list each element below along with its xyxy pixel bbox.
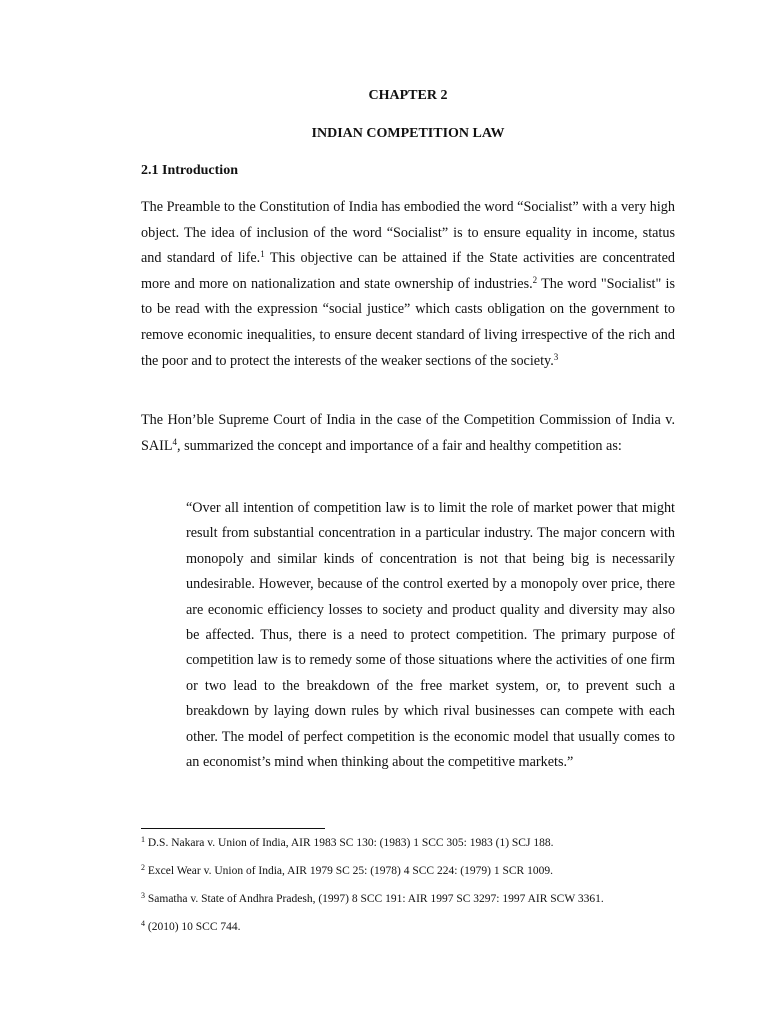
footnote-1 <box>141 836 701 850</box>
footnote-text: Samatha v. State of Andhra Pradesh, (1997) 8 SCC 191: AIR 1997 SC 3297: 1997 AIR SCW 3361. <box>145 893 604 905</box>
chapter-number: CHAPTER 2 <box>368 88 448 103</box>
footnote-text: D.S. Nakara v. Union of India, AIR 1983 SC 130: (1983) 1 SCC 305: 1983 (1) SCJ 188. <box>145 837 554 849</box>
paragraph-text: The Hon’ble Supreme Court of India in the case of the Competition Commission of India v. SAIL <box>141 412 675 454</box>
footnote-ref-1[interactable]: 1 <box>260 249 265 260</box>
footnote-number: 1 <box>141 835 145 844</box>
footnote-ref-3[interactable]: 3 <box>553 351 559 362</box>
court-paragraph <box>141 408 675 459</box>
chapter-title: INDIAN COMPETITION LAW <box>311 126 505 141</box>
footnote-number: 4 <box>141 919 145 928</box>
footnote-2 <box>141 864 701 878</box>
paragraph-text: , summarized the concept and importance of a fair and healthy competition as: <box>177 437 622 454</box>
footnote-text: (2010) 10 SCC 744. <box>145 921 241 933</box>
section-heading: 2.1 Introduction <box>141 163 238 178</box>
block-quote: “Over all intention of competition law is to limit the role of market power that might result from substantial concentration in a particular industry. The major concern with monopoly and similar kinds of concentration is not that being big is necessarily undesirable. However, because of the control exerted by a monopoly over price, there are economic efficiency losses to society and product quality and diversity may also be affected. Thus, there is a need to protect competition. The primary purpose of competition law is to remedy some of those situations where the activities of one firm or two lead to the breakdown of the free market system, or, to prevent such a breakdown by laying down rules by which rival businesses can compete with each other. The model of perfect competition is the economic model that usually comes to an economist’s mind when thinking about the competitive markets.” <box>186 500 675 771</box>
footnote-ref-2[interactable]: 2 <box>532 274 538 285</box>
footnote-number: 3 <box>141 891 145 900</box>
paragraph-text: The word "Socialist" is to be read with the expression “social justice” which casts obligation on the government to remove economic inequalities, to ensure decent standard of living irrespective of the rich and the poor and to protect the interests of the weaker sections of the society. <box>141 275 676 369</box>
footnote-divider <box>141 828 325 829</box>
paragraph-text: This objective can be attained if the State activities are concentrated more and more on nationalization and state ownership of industries. <box>141 250 675 292</box>
intro-paragraph <box>141 195 675 374</box>
footnote-ref-4[interactable]: 4 <box>172 436 178 447</box>
footnote-3 <box>141 892 701 906</box>
footnote-4 <box>141 920 701 934</box>
paragraph-text: The Preamble to the Constitution of India has embodied the word “Socialist” with a very high object. The idea of inclusion of the word “Socialist” is to ensure equality in income, status and standard of life. <box>141 199 675 267</box>
footnote-text: Excel Wear v. Union of India, AIR 1979 SC 25: (1978) 4 SCC 224: (1979) 1 SCR 1009. <box>145 865 553 877</box>
footnote-number: 2 <box>141 863 145 872</box>
